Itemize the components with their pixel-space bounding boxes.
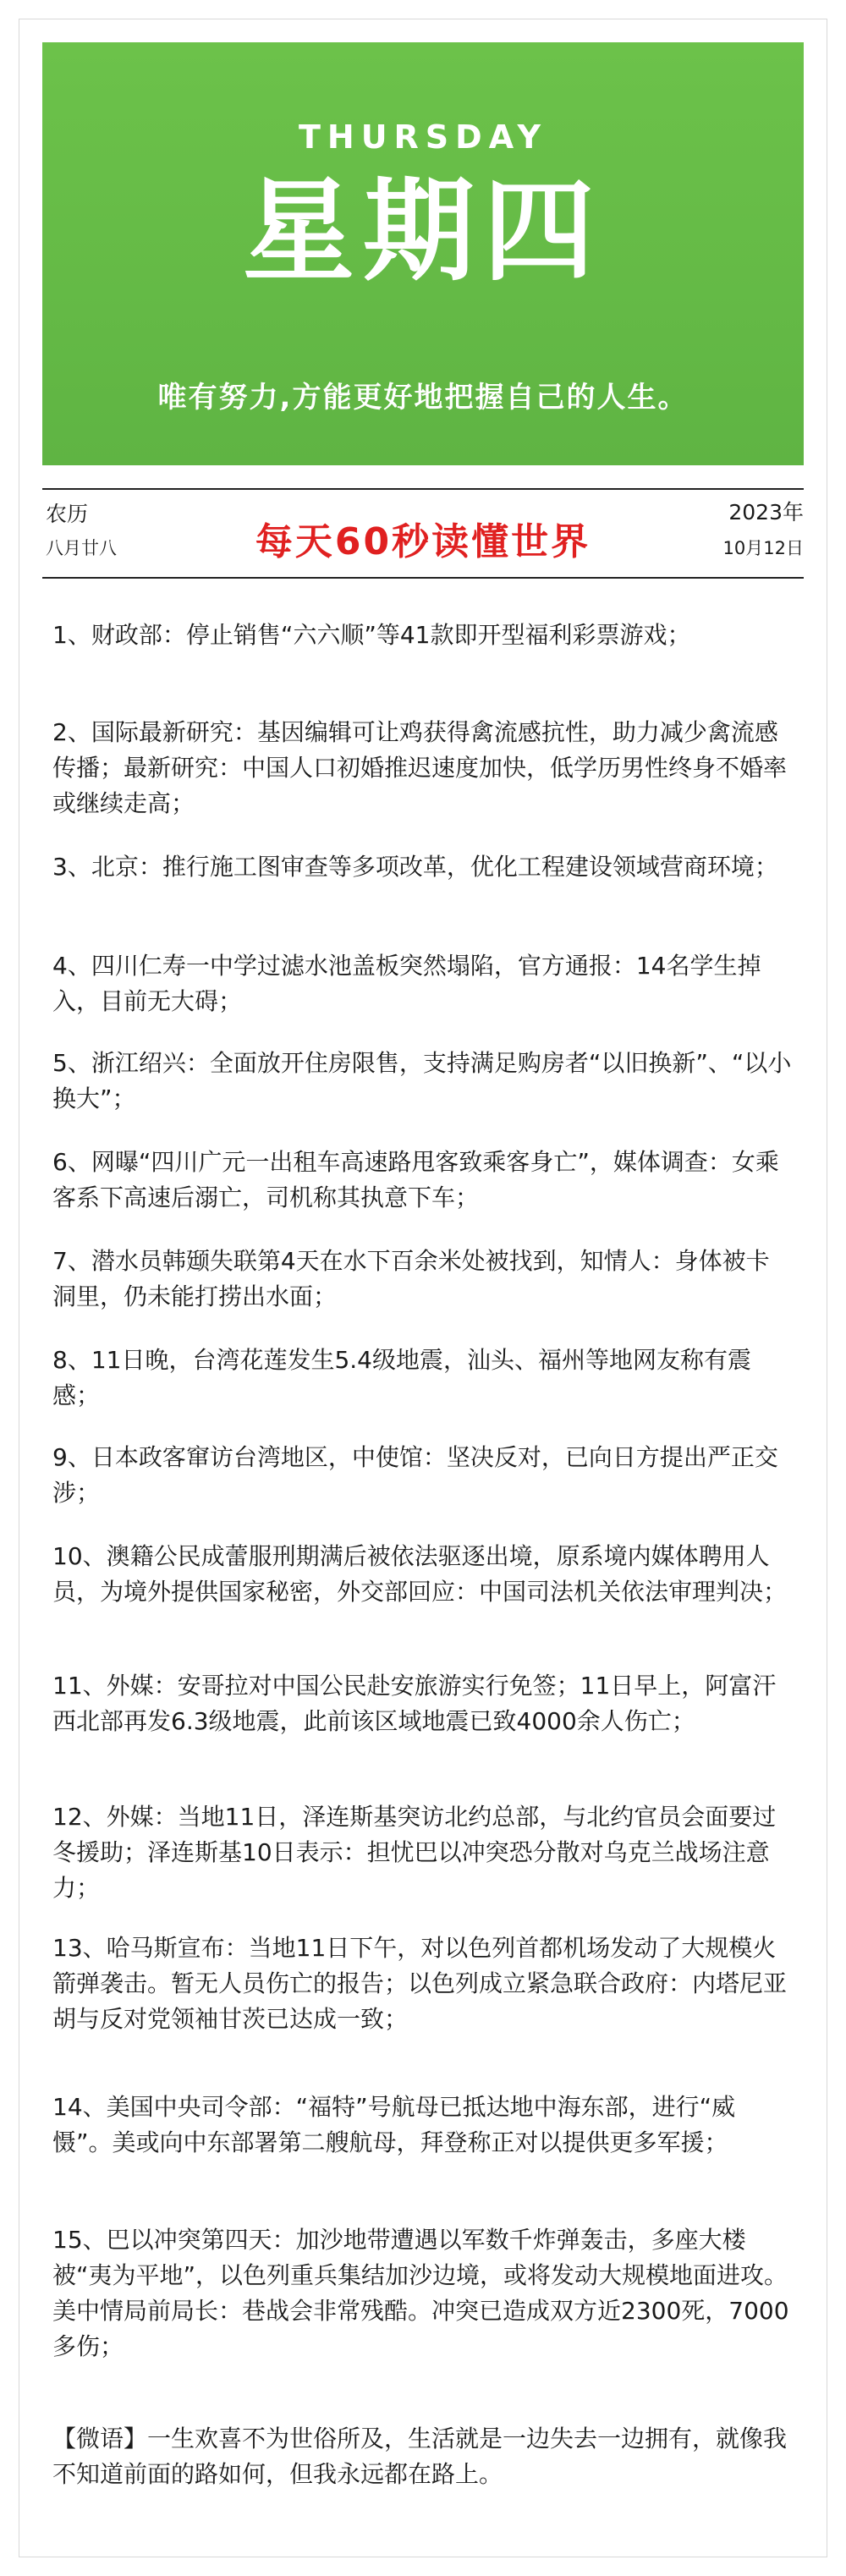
motto: 唯有努力,方能更好地把握自己的人生。	[157, 381, 689, 415]
top-divider	[42, 488, 804, 490]
news-item-12: 12、外媒：当地11日，泽连斯基突访北约总部，与北约官员会面要过冬援助；泽连斯基10日表示：担忧巴以冲突恐分散对乌克兰战场注意力；	[52, 1803, 777, 1902]
bottom-divider	[42, 577, 804, 579]
weekday-chinese: 星期四	[243, 167, 603, 297]
news-item-8: 8、11日晚，台湾花莲发生5.4级地震，汕头、福州等地网友称有震感；	[52, 1346, 751, 1409]
news-item-2: 2、国际最新研究：基因编辑可让鸡获得禽流感抗性，助力减少禽流感传播；最新研究：中国人口初婚推迟速度加快，低学历男性终身不婚率或继续走高；	[52, 718, 788, 817]
news-item-11: 11、外媒：安哥拉对中国公民赴安旅游实行免签；11日早上，阿富汗西北部再发6.3级地震，此前该区域地震已致4000余人伤亡；	[52, 1672, 777, 1735]
news-item-9: 9、日本政客窜访台湾地区，中使馆：坚决反对，已向日方提出严正交涉；	[52, 1443, 778, 1507]
news-item-4: 4、四川仁寿一中学过滤水池盖板突然塌陷，官方通报：14名学生掉入，目前无大碍；	[52, 952, 761, 1015]
news-item-1: 1、财政部：停止销售“六六顺”等41款即开型福利彩票游戏；	[52, 621, 691, 649]
month-day: 10月12日	[722, 538, 804, 558]
news-item-10: 10、澳籍公民成蕾服刑期满后被依法驱逐出境，原系境内媒体聘用人员，为境外提供国家秘密，外交部回应：中国司法机关依法审理判决；	[52, 1542, 788, 1606]
news-item-13: 13、哈马斯宣布：当地11日下午，对以色列首都机场发动了大规模火箭弹袭击。暂无人员伤亡的报告；以色列成立紧急联合政府：内塔尼亚胡与反对党领袖甘茨已达成一致；	[52, 1934, 788, 2033]
header-banner	[42, 42, 804, 465]
news-item-6: 6、网曝“四川广元一出租车高速路甩客致乘客身亡”，媒体调查：女乘客系下高速后溺亡，司机称其执意下车；	[52, 1148, 779, 1211]
news-item-7: 7、潜水员韩颋失联第4天在水下百余米处被找到，知情人：身体被卡洞里，仍未能打捞出水面；	[52, 1247, 770, 1310]
news-item-15: 15、巴以冲突第四天：加沙地带遭遇以军数千炸弹轰击，多座大楼被“夷为平地”，以色列重兵集结加沙边境，或将发动大规模地面进攻。美中情局前局长：巷战会非常残酷。冲突已造成双方近2300死，7000多伤；	[52, 2226, 789, 2360]
news-item-14: 14、美国中央司令部：“福特”号航母已抵达地中海东部，进行“威慑”。美或向中东部署第二艘航母，拜登称正对以提供更多军援；	[52, 2093, 736, 2156]
weekday-english: THURSDAY	[298, 118, 548, 156]
daily-quote: 【微语】一生欢喜不为世俗所及，生活就是一边失去一边拥有，就像我不知道前面的路如何，但我永远都在路上。	[52, 2425, 788, 2488]
news-item-5: 5、浙江绍兴：全面放开住房限售，支持满足购房者“以旧换新”、“以小换大”；	[52, 1049, 792, 1112]
news-item-3: 3、北京：推行施工图审查等多项改革，优化工程建设领域营商环境；	[52, 853, 778, 881]
lunar-date: 八月廿八	[46, 538, 117, 558]
year: 2023年	[728, 500, 804, 525]
lunar-label: 农历	[46, 502, 89, 526]
page-title: 每天60秒读懂世界	[255, 520, 591, 563]
